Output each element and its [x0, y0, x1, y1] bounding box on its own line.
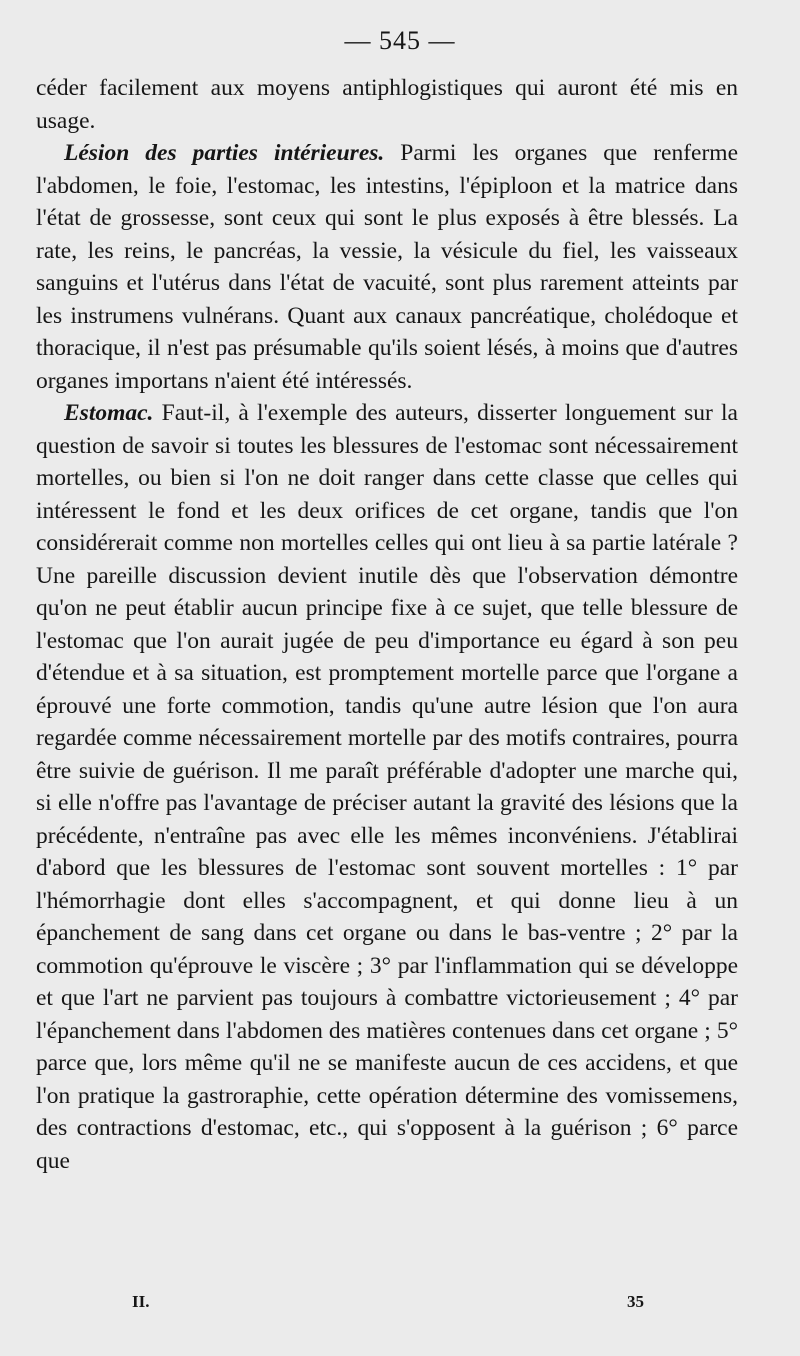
paragraph-continuation [36, 72, 738, 137]
section-rubric: Estomac. [64, 400, 154, 426]
page-number: — 545 — [344, 26, 456, 55]
gathering-signature: 35 [627, 1292, 644, 1311]
paragraph-estomac [36, 397, 738, 1177]
paragraph-text: céder facilement aux moyens antiphlogistiques qui auront été mis en usage. [36, 75, 738, 134]
section-rubric: Lésion des parties intérieures. [64, 140, 385, 166]
volume-signature: II. [132, 1292, 150, 1311]
paragraph-text: Parmi les organes que renferme l'abdomen, le foie, l'estomac, les intestins, l'épiploon et la matrice dans l'état de grossesse, sont ceux qui sont le plus exposés à être blessés. La rate, les reins, le pancréas, la vessie, la vésicule du fiel, les vaisseaux sanguins et l'utérus dans l'état de vacuité, sont plus rarement atteints par les instrumens vulnérans. Quant aux canaux pancréatique, cholédoque et thoracique, il n'est pas présumable qu'ils soient lésés, à moins que d'autres organes importans n'aient été intéressés. [36, 140, 739, 394]
paragraph-text: Faut-il, à l'exemple des auteurs, disserter longuement sur la question de savoir si toutes les blessures de l'estomac sont nécessairement mortelles, ou bien si l'on ne doit ranger dans cette classe que celles qui intéressent le fond et les deux orifices de cet organe, tandis que l'on considérerait comme non mortelles celles qui ont lieu à sa partie latérale ? Une pareille discussion devient inutile dès que l'observation démontre qu'on ne peut établir aucun principe fixe à ce sujet, que telle blessure de l'estomac que l'on aurait jugée de peu d'importance eu égard à son peu d'étendue et à sa situation, est promptement mortelle parce que l'organe a éprouvé une forte commotion, tandis qu'une autre lésion que l'on aura regardée comme nécessairement mortelle par des motifs contraires, pourra être suivie de guérison. Il me paraît préférable d'adopter une marche qui, si elle n'offre pas l'avantage de préciser autant la gravité des lésions que la précédente, n'entraîne pas avec elle les mêmes inconvéniens. J'établirai d'abord que les blessures de l'estomac sont souvent mortelles : 1° par l'hémorrhagie dont elles s'accompagnent, et qui donne lieu à un épanchement de sang dans cet organe ou dans le bas-ventre ; 2° par la commotion qu'éprouve le viscère ; 3° par l'inflammation qui se développe et que l'art ne parvient pas toujours à combattre victorieusement ; 4° par l'épanchement dans l'abdomen des matières contenues dans cet organe ; 5° parce que, lors même qu'il ne se manifeste aucun de ces accidens, et que l'on pratique la gastroraphie, cette opération détermine des vomissemens, des contractions d'estomac, etc., qui s'opposent à la guérison ; 6° parce que [36, 400, 738, 1174]
paragraph-lesion-parties-interieures [36, 137, 738, 397]
page-body [36, 72, 738, 1177]
